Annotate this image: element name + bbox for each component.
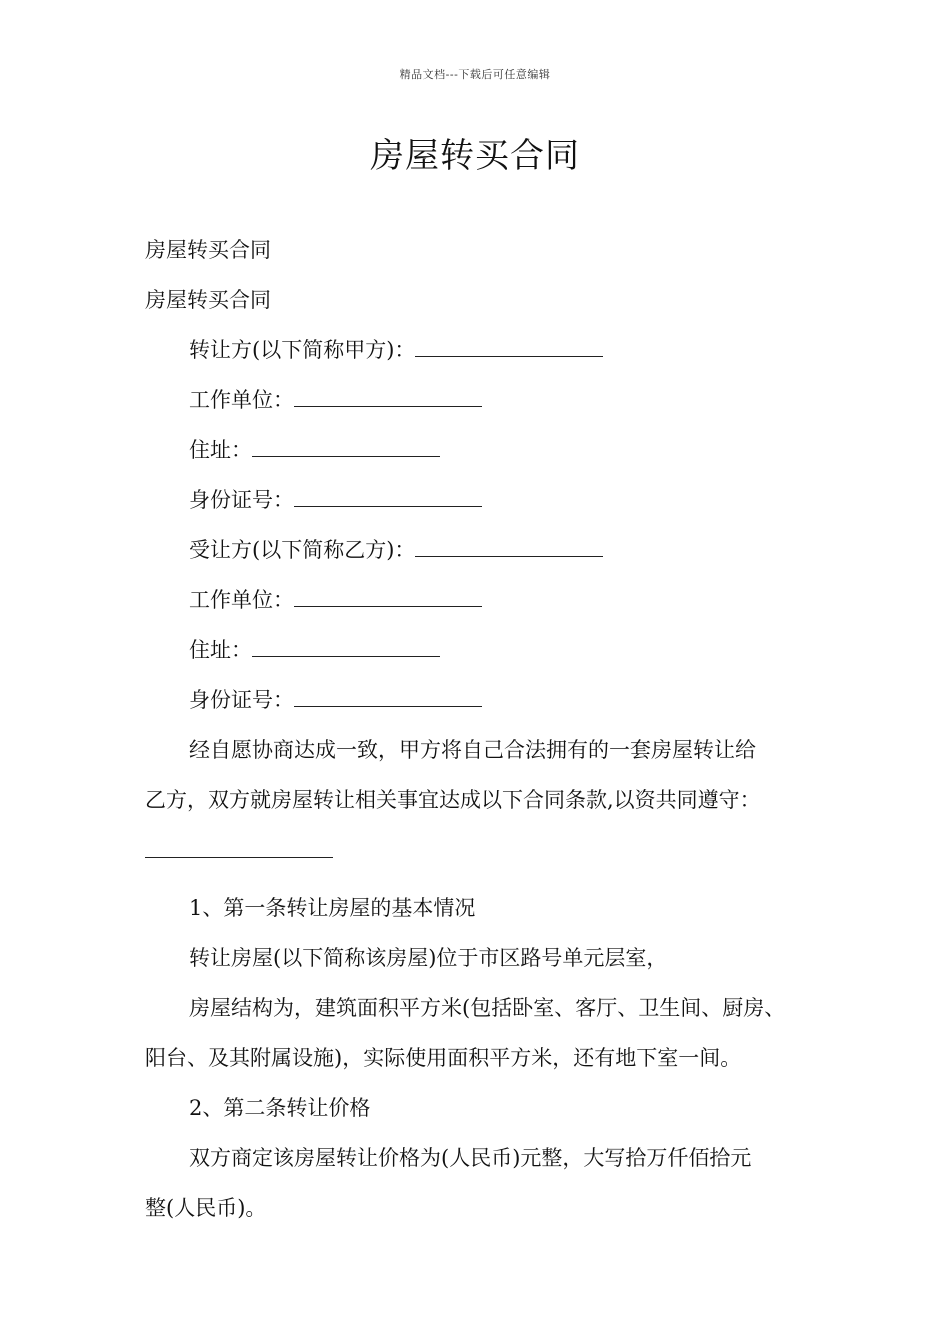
subtitle-line-1: 房屋转买合同	[145, 238, 271, 262]
party-a-address-label: 住址：	[189, 438, 252, 462]
party-b-work-unit-blank	[294, 588, 482, 607]
party-b-line	[145, 525, 825, 575]
party-a-address-line	[145, 425, 825, 475]
party-b-address-label: 住址：	[189, 638, 252, 662]
party-a-work-unit-blank	[294, 388, 482, 407]
article-2-line-2: 整(人民币)。	[145, 1196, 267, 1220]
article-1-heading: 1、第一条转让房屋的基本情况	[189, 896, 476, 920]
article-2-line-1: 双方商定该房屋转让价格为(人民币)元整，大写拾万仟佰拾元	[189, 1146, 752, 1170]
article-1-line-3: 阳台、及其附属设施)，实际使用面积平方米，还有地下室一间。	[145, 1046, 742, 1070]
party-a-line	[145, 325, 825, 375]
separator-blank	[145, 839, 333, 858]
article-1-line-1: 转让房屋(以下简称该房屋)位于市区路号单元层室，	[189, 946, 668, 970]
preamble-line-2: 乙方，双方就房屋转让相关事宜达成以下合同条款,以资共同遵守：	[145, 788, 761, 812]
document-body	[145, 225, 825, 1233]
party-a-id-line	[145, 475, 825, 525]
party-a-id-label: 身份证号：	[189, 488, 294, 512]
party-a-work-unit-label: 工作单位：	[189, 388, 294, 412]
document-title: 房屋转买合同	[370, 136, 580, 176]
party-a-work-unit-line	[145, 375, 825, 425]
party-a-blank	[415, 338, 603, 357]
party-a-address-blank	[252, 438, 440, 457]
party-b-id-blank	[294, 688, 482, 707]
party-b-id-label: 身份证号：	[189, 688, 294, 712]
header-note: 精品文档---下载后可任意编辑	[399, 68, 551, 81]
party-a-label: 转让方(以下简称甲方)：	[189, 338, 416, 362]
party-b-address-line	[145, 625, 825, 675]
party-b-blank	[415, 538, 603, 557]
party-a-id-blank	[294, 488, 482, 507]
article-1-line-2: 房屋结构为，建筑面积平方米(包括卧室、客厅、卫生间、厨房、	[189, 996, 786, 1020]
separator-blank-line	[145, 825, 825, 883]
subtitle-line-2: 房屋转买合同	[145, 288, 271, 312]
preamble-line-1: 经自愿协商达成一致，甲方将自己合法拥有的一套房屋转让给	[189, 738, 756, 762]
party-b-address-blank	[252, 638, 440, 657]
party-b-work-unit-line	[145, 575, 825, 625]
article-2-heading: 2、第二条转让价格	[189, 1096, 371, 1120]
party-b-work-unit-label: 工作单位：	[189, 588, 294, 612]
party-b-label: 受让方(以下简称乙方)：	[189, 538, 416, 562]
party-b-id-line	[145, 675, 825, 725]
